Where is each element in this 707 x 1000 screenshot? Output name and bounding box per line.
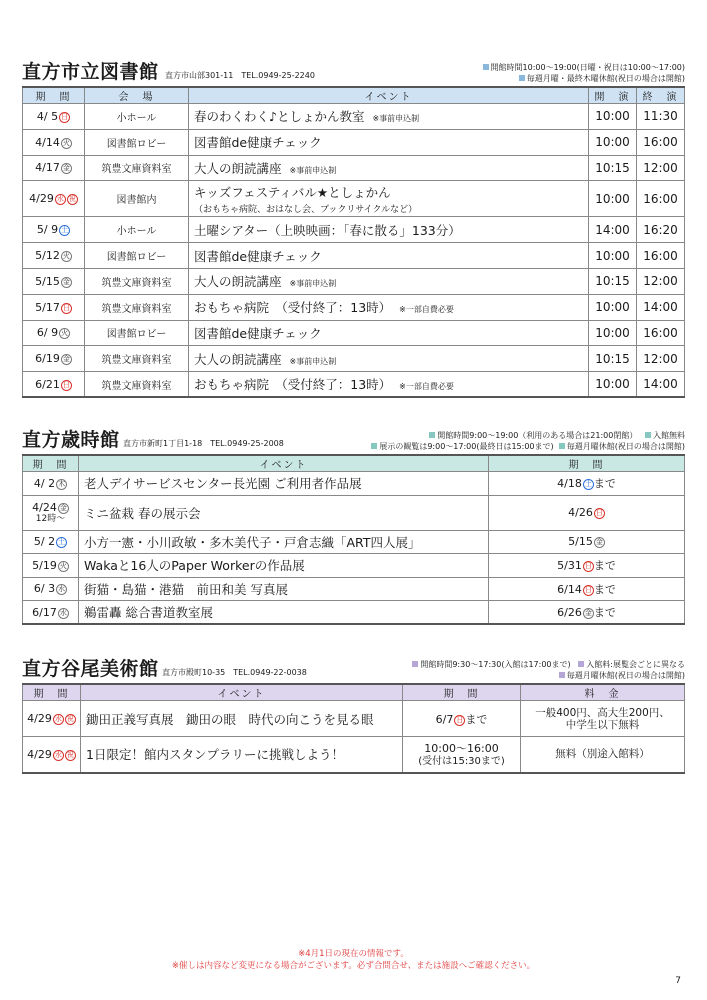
event-title: 図書館de健康チェック <box>194 248 322 264</box>
col-event: イベント <box>79 455 489 472</box>
weekday-badge: 火 <box>61 329 69 338</box>
event-note: ※事前申込制 <box>372 114 420 124</box>
saijikan-section <box>22 424 685 625</box>
saijikan-title: 直方歳時館 <box>22 429 120 451</box>
weekday-badge: 金 <box>59 504 67 512</box>
period-cell <box>489 554 685 578</box>
date-text: 4/17 <box>35 161 60 175</box>
col-venue: 会 場 <box>85 87 189 104</box>
date-text: 5/ 2 <box>33 535 56 549</box>
date-text: 4/29 <box>29 192 54 206</box>
venue-cell: 図書館内 <box>85 181 189 217</box>
event-title: 大人の朗読講座 <box>194 351 282 367</box>
event-title: 土曜シアター（上映映画：「春に散る」133分） <box>194 222 461 238</box>
table-row <box>23 346 685 372</box>
period-date: 6/7 <box>435 712 454 726</box>
date-cell <box>23 320 85 346</box>
weekday-badge: 日 <box>62 380 70 389</box>
venue-cell: 図書館ロビー <box>85 243 189 269</box>
holiday-badge: 祝 <box>66 715 74 723</box>
date-text: 5/ 9 <box>36 223 59 237</box>
period-cell <box>489 495 685 530</box>
period-note: (受付は15:30まで) <box>418 756 505 768</box>
footer-line: ※4月1日の現在の情報です。 <box>298 949 409 959</box>
weekday-badge: 土 <box>58 538 66 547</box>
weekday-badge: 水 <box>56 195 64 204</box>
col-period: 期 間 <box>489 455 685 472</box>
weekday-badge: 火 <box>59 561 67 570</box>
weekday-badge: 水 <box>59 608 67 617</box>
open-time: 10:00 <box>589 181 637 217</box>
table-row <box>23 320 685 346</box>
table-row <box>23 181 685 217</box>
event-cell <box>189 320 589 346</box>
saijikan-notes: 開館時間9:00～19:00（利用のある場合は21:00閉館） 入館無料 展示の観覧は9:00～17:00(最終日は15:00まで) 毎週月曜休館(祝日の場合は開館) <box>371 430 685 452</box>
table-row <box>23 155 685 181</box>
col-event: イベント <box>81 684 403 701</box>
bullet-icon <box>519 75 525 81</box>
date-cell <box>23 217 85 243</box>
event-note: ※一部自費必要 <box>399 305 454 315</box>
library-header <box>22 56 685 86</box>
event-title: 図書館de健康チェック <box>194 325 322 341</box>
date-text: 4/ 5 <box>36 109 59 123</box>
col-fee: 料 金 <box>521 684 685 701</box>
date-text: 6/17 <box>32 605 57 619</box>
event-title: 大人の朗読講座 <box>194 274 282 290</box>
venue-cell: 筑豊文庫資料室 <box>85 155 189 181</box>
date-text: 4/29 <box>27 747 52 761</box>
weekday-badge: 土 <box>61 226 69 235</box>
period-date: 4/18 <box>557 477 582 491</box>
weekday-badge: 日 <box>584 562 592 571</box>
event-cell: 1日限定！館内スタンプラリーに挑戦しよう！ <box>81 737 403 773</box>
close-time: 12:00 <box>637 346 685 372</box>
venue-cell: 筑豊文庫資料室 <box>85 294 189 320</box>
museum-header <box>22 653 685 683</box>
close-time: 14:00 <box>637 294 685 320</box>
library-title: 直方市立図書館 <box>22 61 159 83</box>
date-text: 4/ 2 <box>33 476 56 490</box>
period-suffix: まで <box>593 582 616 596</box>
table-row <box>23 577 685 601</box>
event-note: ※事前申込制 <box>289 165 337 175</box>
period-cell <box>403 701 521 737</box>
date-cell <box>23 737 81 773</box>
date-cell <box>23 294 85 320</box>
saijikan-header <box>22 424 685 454</box>
date-cell <box>23 346 85 372</box>
open-time: 10:00 <box>589 129 637 155</box>
period-cell <box>489 472 685 496</box>
weekday-badge: 日 <box>584 585 592 594</box>
close-time: 16:00 <box>637 129 685 155</box>
bullet-icon <box>371 443 377 449</box>
open-time: 10:15 <box>589 155 637 181</box>
date-cell <box>23 129 85 155</box>
date-text: 4/24 <box>32 501 57 514</box>
period-date: 6/14 <box>557 582 582 596</box>
venue-cell: 図書館ロビー <box>85 320 189 346</box>
col-close: 終 演 <box>637 87 685 104</box>
close-time: 12:00 <box>637 268 685 294</box>
date-text: 6/21 <box>35 377 60 391</box>
event-cell <box>189 346 589 372</box>
bullet-icon <box>559 672 565 678</box>
event-cell <box>189 372 589 398</box>
bullet-icon <box>645 432 651 438</box>
fee-text: 無料（別途入館料） <box>555 748 650 761</box>
close-time: 11:30 <box>637 104 685 130</box>
event-note: ※一部自費必要 <box>399 382 454 392</box>
date-text: 5/19 <box>32 558 57 572</box>
weekday-badge: 金 <box>62 277 70 286</box>
event-title: 大人の朗読講座 <box>194 160 282 176</box>
open-time: 10:00 <box>589 372 637 398</box>
footer-notes <box>0 948 707 972</box>
period-cell <box>489 530 685 554</box>
period-date: 10:00～16:00 <box>424 742 499 756</box>
saijikan-address: 直方市新町1丁目1-18 TEL.0949-25-2008 <box>123 439 284 448</box>
venue-cell: 筑豊文庫資料室 <box>85 372 189 398</box>
event-cell: 小方一憲・小川政敏・多木美代子・戸倉志織「ART四人展」 <box>79 530 489 554</box>
event-cell: 老人デイサービスセンター長光園 ご利用者作品展 <box>79 472 489 496</box>
date-text: 6/ 9 <box>36 326 59 340</box>
table-row <box>23 472 685 496</box>
close-time: 16:20 <box>637 217 685 243</box>
event-cell <box>189 294 589 320</box>
weekday-badge: 火 <box>62 138 70 147</box>
table-row <box>23 530 685 554</box>
col-event: イベント <box>189 87 589 104</box>
close-time: 14:00 <box>637 372 685 398</box>
date-cell <box>23 701 81 737</box>
period-cell <box>489 601 685 625</box>
close-time: 12:00 <box>637 155 685 181</box>
venue-cell: 筑豊文庫資料室 <box>85 268 189 294</box>
col-date: 期 間 <box>23 455 79 472</box>
table-row <box>23 554 685 578</box>
event-cell <box>189 104 589 130</box>
weekday-badge: 日 <box>595 509 603 517</box>
event-title: おもちゃ病院 （受付終了：13時） <box>194 377 392 393</box>
table-row <box>23 217 685 243</box>
weekday-badge: 水 <box>54 750 62 759</box>
period-cell <box>403 737 521 773</box>
fee-text: 一般400円、高大生200円、 <box>535 706 670 719</box>
table-row <box>23 495 685 530</box>
open-time: 10:00 <box>589 294 637 320</box>
event-title: キッズフェスティバル★としょかん <box>194 184 391 200</box>
library-address: 直方市山部301-11 TEL.0949-25-2240 <box>165 71 315 80</box>
col-period: 期 間 <box>403 684 521 701</box>
fee-text: 中学生以下無料 <box>565 718 640 731</box>
date-text: 5/17 <box>35 300 60 314</box>
close-time: 16:00 <box>637 243 685 269</box>
close-time: 16:00 <box>637 320 685 346</box>
date-cell <box>23 243 85 269</box>
date-cell <box>23 155 85 181</box>
bullet-icon <box>429 432 435 438</box>
weekday-badge: 日 <box>456 715 464 724</box>
venue-cell: 図書館ロビー <box>85 129 189 155</box>
table-row <box>23 243 685 269</box>
venue-cell: 筑豊文庫資料室 <box>85 346 189 372</box>
venue-cell: 小ホール <box>85 104 189 130</box>
library-notes: 開館時間10:00～19:00(日曜・祝日は10:00～17:00) 毎週月曜・最終木曜休館(祝日の場合は開館) <box>483 62 685 84</box>
open-time: 10:15 <box>589 268 637 294</box>
event-cell <box>189 155 589 181</box>
period-suffix: まで <box>593 606 616 619</box>
period-suffix: まで <box>593 559 616 573</box>
open-time: 14:00 <box>589 217 637 243</box>
event-note: ※事前申込制 <box>289 279 337 289</box>
period-suffix: まで <box>593 477 616 491</box>
fee-cell <box>521 737 685 773</box>
event-title: 春のわくわく♪としょかん教室 <box>194 109 365 125</box>
date-cell <box>23 181 85 217</box>
holiday-badge: 祝 <box>68 195 76 204</box>
period-suffix: まで <box>465 712 488 726</box>
period-date: 5/31 <box>557 559 582 573</box>
date-cell <box>23 268 85 294</box>
col-date: 期 間 <box>23 87 85 104</box>
date-text: 6/ 3 <box>33 582 56 596</box>
library-table <box>22 86 685 398</box>
date-text: 4/14 <box>35 135 60 149</box>
date-cell <box>23 530 79 554</box>
event-cell: 街猫・島猫・港猫 前田和美 写真展 <box>79 577 489 601</box>
table-row <box>23 601 685 625</box>
open-time: 10:15 <box>589 346 637 372</box>
event-title: おもちゃ病院 （受付終了：13時） <box>194 300 392 316</box>
time-note: 12時～ <box>35 514 66 524</box>
date-cell <box>23 372 85 398</box>
event-cell: 鋤田正義写真展 鋤田の眼 時代の向こうを見る眼 <box>81 701 403 737</box>
bullet-icon <box>578 661 584 667</box>
saijikan-table <box>22 454 685 625</box>
event-cell <box>189 243 589 269</box>
col-date: 期 間 <box>23 684 81 701</box>
event-cell <box>189 268 589 294</box>
library-section <box>22 56 685 398</box>
event-cell: ミニ盆栽 春の展示会 <box>79 495 489 530</box>
event-title: 図書館de健康チェック <box>194 135 322 151</box>
period-date: 4/26 <box>568 506 593 519</box>
table-row <box>23 372 685 398</box>
table-row <box>23 268 685 294</box>
bullet-icon <box>483 64 489 70</box>
museum-title: 直方谷尾美術館 <box>22 658 159 680</box>
weekday-badge: 金 <box>62 355 70 364</box>
table-row <box>23 104 685 130</box>
weekday-badge: 金 <box>62 164 70 173</box>
event-cell <box>189 217 589 243</box>
fee-cell <box>521 701 685 737</box>
weekday-badge: 金 <box>584 609 592 617</box>
date-cell <box>23 472 79 496</box>
weekday-badge: 日 <box>62 303 70 312</box>
open-time: 10:00 <box>589 104 637 130</box>
period-date: 6/26 <box>557 606 582 619</box>
date-cell <box>23 577 79 601</box>
date-cell <box>23 495 79 530</box>
holiday-badge: 祝 <box>66 750 74 759</box>
col-open: 開 演 <box>589 87 637 104</box>
table-row <box>23 701 685 737</box>
weekday-badge: 水 <box>54 715 62 723</box>
period-cell <box>489 577 685 601</box>
date-cell <box>23 554 79 578</box>
event-subtitle: （おもちゃ病院、おはなし会、ブックリサイクルなど） <box>194 204 418 215</box>
venue-cell: 小ホール <box>85 217 189 243</box>
date-cell <box>23 601 79 625</box>
date-text: 5/12 <box>35 249 60 263</box>
bullet-icon <box>412 661 418 667</box>
weekday-badge: 金 <box>595 538 603 547</box>
table-row <box>23 129 685 155</box>
museum-notes: 開館時間9:30～17:30(入館は17:00まで) 入館料:展覧会ごとに異なる 毎週月曜休館(祝日の場合は開館) <box>412 659 685 681</box>
event-cell: 鵜雷轟 総合書道教室展 <box>79 601 489 625</box>
date-text: 6/19 <box>35 352 60 366</box>
event-cell <box>189 181 589 217</box>
museum-table <box>22 683 685 774</box>
bullet-icon <box>559 443 565 449</box>
table-row <box>23 737 685 773</box>
period-date: 5/15 <box>568 535 593 549</box>
open-time: 10:00 <box>589 320 637 346</box>
weekday-badge: 火 <box>62 252 70 261</box>
page-number: 7 <box>675 976 681 986</box>
open-time: 10:00 <box>589 243 637 269</box>
date-text: 4/29 <box>27 712 52 725</box>
date-text: 5/15 <box>35 274 60 288</box>
close-time: 16:00 <box>637 181 685 217</box>
weekday-badge: 日 <box>61 112 69 121</box>
weekday-badge: 土 <box>584 480 592 489</box>
museum-section <box>22 653 685 774</box>
date-cell <box>23 104 85 130</box>
event-note: ※事前申込制 <box>289 356 337 366</box>
table-row <box>23 294 685 320</box>
footer-line: ※催しは内容など変更になる場合がございます。必ず合問合せ、または施設へご確認ください。 <box>171 961 536 971</box>
museum-address: 直方市殿町10-35 TEL.0949-22-0038 <box>162 668 307 677</box>
weekday-badge: 木 <box>58 479 66 488</box>
weekday-badge: 水 <box>58 585 66 594</box>
event-cell <box>189 129 589 155</box>
event-cell: Wakaと16人のPaper Workerの作品展 <box>79 554 489 578</box>
